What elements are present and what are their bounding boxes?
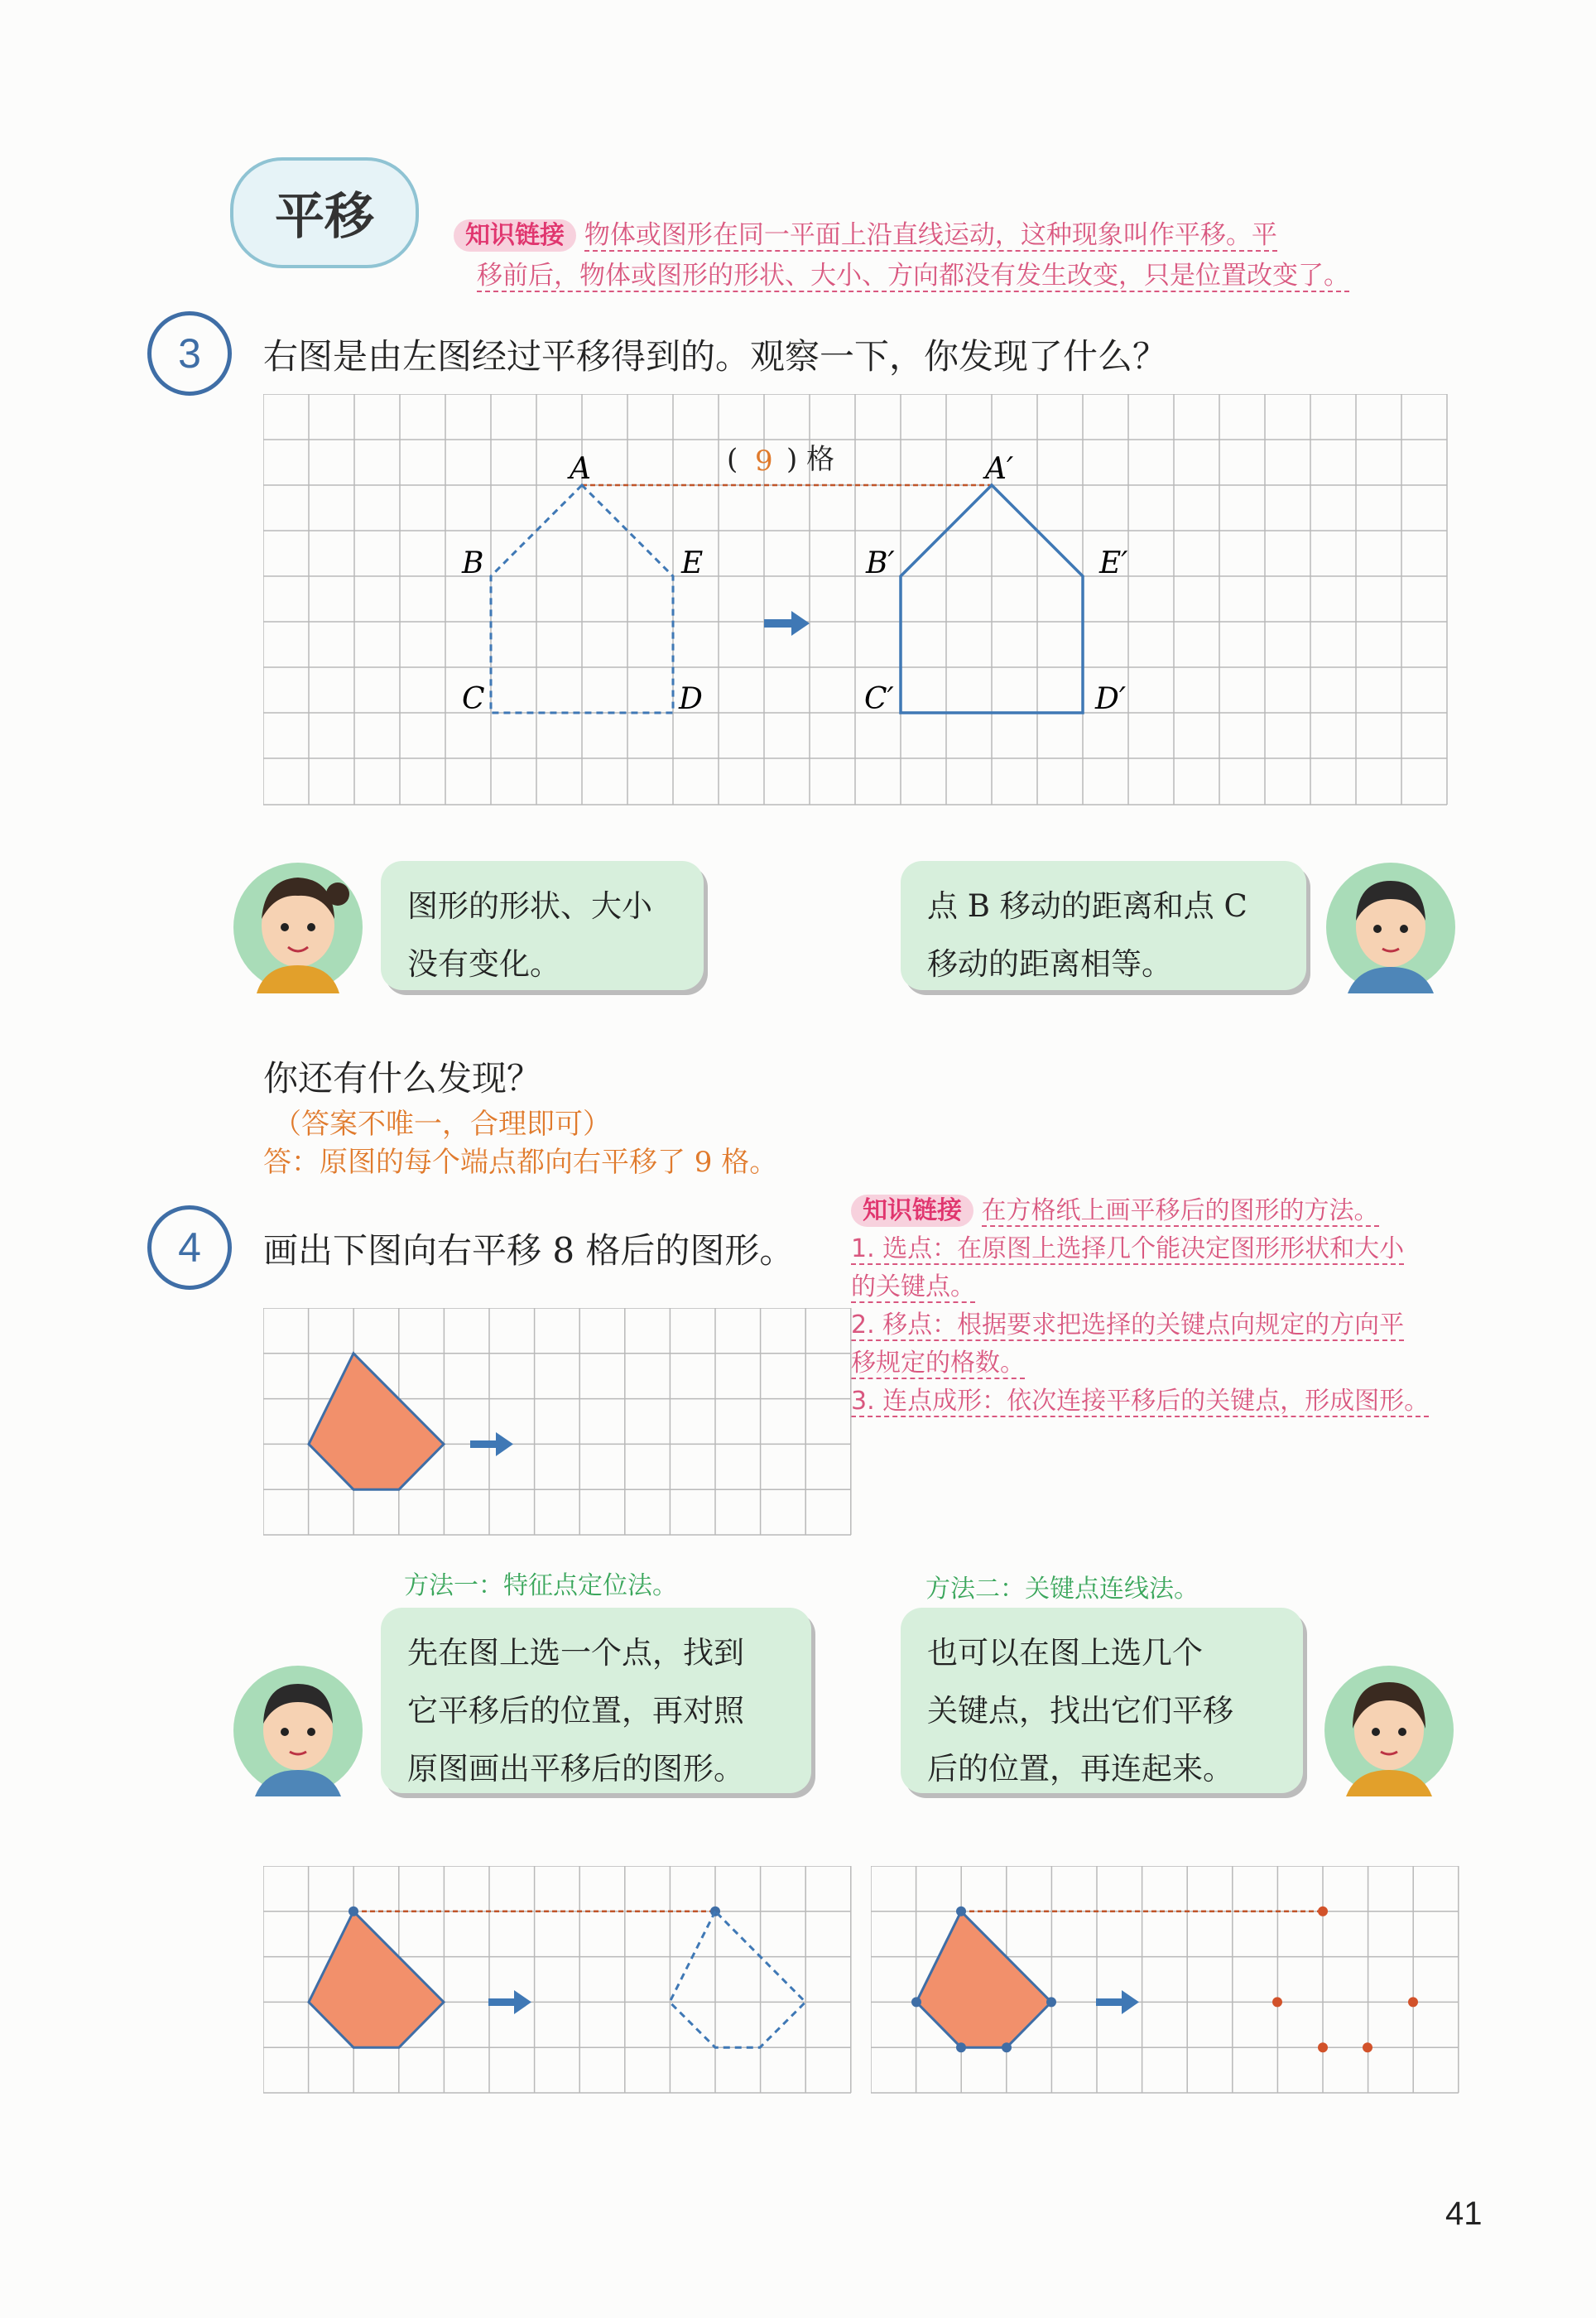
translated-key-point bbox=[1318, 1907, 1328, 1916]
girl-avatar bbox=[232, 861, 364, 993]
bubble-line: 移动的距离相等。 bbox=[927, 946, 1172, 982]
key-point bbox=[911, 1997, 921, 2007]
knowledge-link-line: 在方格纸上画平移后的图形的方法。 bbox=[981, 1196, 1379, 1225]
bubble-line: 原图画出平移后的图形。 bbox=[407, 1751, 744, 1787]
lesson-title: 平移 bbox=[230, 157, 419, 268]
distance-paren-right: ) 格 bbox=[786, 443, 835, 476]
bubble-line: 点 B 移动的距离和点 C bbox=[927, 888, 1247, 924]
right-arrow-icon bbox=[764, 611, 810, 636]
right-arrow-icon bbox=[1096, 1990, 1139, 2014]
grid-method-2 bbox=[871, 1866, 1467, 2098]
distance-answer: 9 bbox=[755, 445, 773, 478]
knowledge-link-tag: 知识链接 bbox=[454, 219, 576, 252]
right-arrow-icon bbox=[488, 1990, 531, 2014]
point-label-b: B bbox=[462, 546, 484, 580]
point-label-d: D bbox=[679, 682, 703, 716]
bubble-line: 没有变化。 bbox=[407, 946, 560, 982]
bubble-line: 它平移后的位置，再对照 bbox=[407, 1693, 744, 1729]
distance-paren-left: ( bbox=[727, 443, 738, 476]
bubble-line: 先在图上选一个点，找到 bbox=[407, 1635, 744, 1671]
key-point bbox=[956, 2042, 966, 2052]
key-point bbox=[349, 1907, 358, 1916]
point-label-b-prime: B′ bbox=[866, 546, 895, 580]
orange-shape bbox=[309, 1354, 444, 1489]
point-label-a-prime: A′ bbox=[985, 452, 1014, 486]
bubble-line: 也可以在图上选几个 bbox=[927, 1635, 1203, 1671]
boy-avatar bbox=[232, 1664, 364, 1796]
bubble-line: 图形的形状、大小 bbox=[407, 888, 652, 924]
page-number: 41 bbox=[1445, 2195, 1483, 2232]
grid-method-1 bbox=[263, 1866, 859, 2098]
point-label-c: C bbox=[462, 682, 485, 716]
knowledge-link-line: 1. 选点：在原图上选择几个能决定图形形状和大小 bbox=[851, 1234, 1405, 1263]
knowledge-link-line: 物体或图形在同一平面上沿直线运动，这种现象叫作平移。平 bbox=[584, 220, 1277, 250]
translated-key-point bbox=[1363, 2042, 1372, 2052]
method-2-label: 方法二：关键点连线法。 bbox=[925, 1575, 1199, 1604]
question-4-text: 画出下图向右平移 8 格后的图形。 bbox=[263, 1230, 795, 1271]
translated-key-point bbox=[1272, 1997, 1282, 2007]
boy-speech-bubble bbox=[901, 861, 1306, 990]
knowledge-link-line: 3. 连点成形：依次连接平移后的关键点，形成图形。 bbox=[851, 1387, 1430, 1416]
key-point bbox=[1046, 1997, 1056, 2007]
point-label-c-prime: C′ bbox=[864, 682, 894, 716]
point-label-d-prime: D′ bbox=[1095, 682, 1127, 716]
orange-shape bbox=[916, 1912, 1051, 2047]
question-3-text: 右图是由左图经过平移得到的。观察一下，你发现了什么？ bbox=[263, 336, 1168, 377]
question-number-3: 3 bbox=[147, 311, 232, 396]
answer-note: （答案不唯一，合理即可） bbox=[273, 1108, 611, 1141]
girl-speech-bubble bbox=[381, 861, 704, 990]
knowledge-link-line: 移前后，物体或图形的形状、大小、方向都没有发生改变，只是位置改变了。 bbox=[477, 261, 1349, 291]
question-number-4: 4 bbox=[147, 1205, 232, 1290]
grid-question-4 bbox=[263, 1308, 859, 1540]
boy-speech-bubble bbox=[381, 1608, 811, 1793]
girl-avatar bbox=[1323, 1664, 1455, 1796]
knowledge-link-2 bbox=[851, 1192, 1563, 1421]
knowledge-link-line: 移规定的格数。 bbox=[851, 1349, 1025, 1378]
knowledge-link-1 bbox=[454, 215, 1555, 296]
key-point bbox=[956, 1907, 966, 1916]
orange-shape bbox=[309, 1912, 444, 2047]
key-point bbox=[1002, 2042, 1012, 2052]
answer-text: 答：原图的每个端点都向右平移了 9 格。 bbox=[263, 1146, 778, 1179]
translated-key-point bbox=[1408, 1997, 1418, 2007]
point-label-a: A bbox=[570, 452, 591, 486]
knowledge-link-tag: 知识链接 bbox=[851, 1195, 973, 1227]
girl-speech-bubble bbox=[901, 1608, 1303, 1793]
bubble-line: 后的位置，再连起来。 bbox=[927, 1751, 1233, 1787]
knowledge-link-line: 的关键点。 bbox=[851, 1272, 975, 1301]
grid-lines bbox=[263, 394, 1447, 805]
point-label-e-prime: E′ bbox=[1099, 546, 1128, 580]
translated-key-point bbox=[1318, 2042, 1328, 2052]
boy-avatar bbox=[1324, 861, 1457, 993]
followup-question: 你还有什么发现？ bbox=[263, 1058, 542, 1099]
knowledge-link-line: 2. 移点：根据要求把选择的关键点向规定的方向平 bbox=[851, 1310, 1405, 1339]
point-label-e: E bbox=[681, 546, 704, 580]
method-1-label: 方法一：特征点定位法。 bbox=[404, 1571, 677, 1600]
bubble-line: 关键点，找出它们平移 bbox=[927, 1693, 1233, 1729]
translated-shape-dashed bbox=[670, 1912, 805, 2047]
right-arrow-icon bbox=[470, 1432, 513, 1456]
grid-question-3 bbox=[263, 394, 1450, 808]
